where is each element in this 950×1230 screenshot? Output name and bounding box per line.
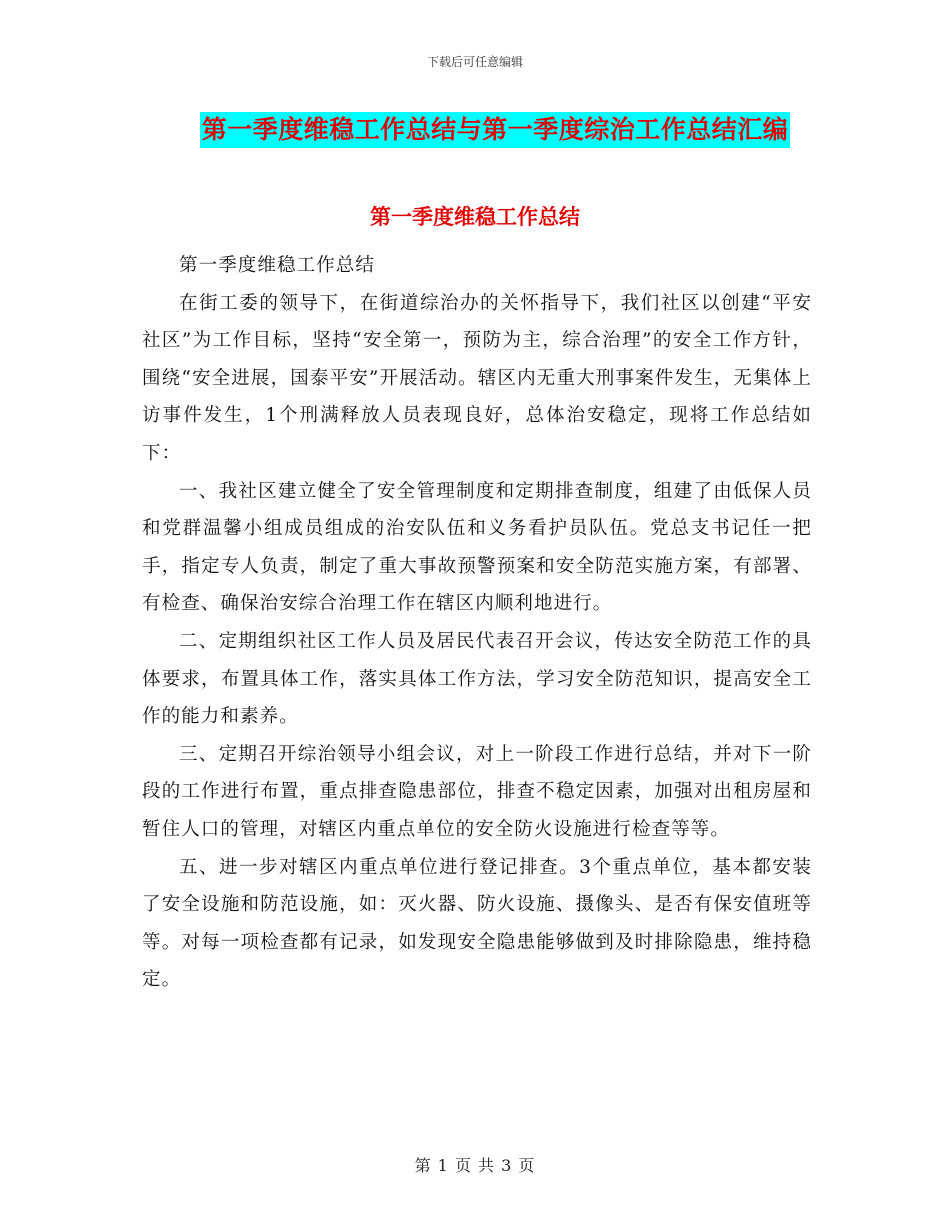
main-title-container	[0, 112, 950, 148]
page-header-note: 下载后可任意编辑	[426, 55, 523, 69]
paragraph: 第一季度维稳工作总结	[179, 255, 376, 276]
paragraph: 三、定期召开综治领导小组会议，对上一阶段工作进行总结，并对下一阶段的工作进行布置，重点排查隐患部位，排查不稳定因素，加强对出租房屋和暂住人口的管理，对辖区内重点单位的安全防火设施进行检查等等。	[142, 743, 812, 840]
section-title: 第一季度维稳工作总结	[370, 205, 580, 229]
paragraph: 在街工委的领导下，在街道综治办的关怀指导下，我们社区以创建“平安社区”为工作目标，坚持“安全第一，预防为主，综合治理”的安全工作方针，围绕“安全进展，国泰平安”开展活动。辖区内无重大刑事案件发生，无集体上访事件发生，1个刑满释放人员表现良好，总体治安稳定，现将工作总结如下：	[142, 292, 812, 464]
main-title: 第一季度维稳工作总结与第一季度综治工作总结汇编	[200, 112, 791, 148]
paragraph: 二、定期组织社区工作人员及居民代表召开会议，传达安全防范工作的具体要求，布置具体工作，落实具体工作方法，学习安全防范知识，提高安全工作的能力和素养。	[142, 630, 812, 728]
page-number: 第 1 页 共 3 页	[414, 1156, 536, 1175]
paragraph: 一、我社区建立健全了安全管理制度和定期排查制度，组建了由低保人员和党群温馨小组成员组成的治安队伍和义务看护员队伍。党总支书记任一把手，指定专人负责，制定了重大事故预警预案和安全防范实施方案，有部署、有检查、确保治安综合治理工作在辖区内顺利地进行。	[142, 480, 812, 615]
document-body	[142, 247, 812, 999]
paragraph: 五、进一步对辖区内重点单位进行登记排查。3个重点单位，基本都安装了安全设施和防范设施，如：灭火器、防火设施、摄像头、是否有保安值班等等。对每一项检查都有记录，如发现安全隐患能够做到及时排除隐患，维持稳定。	[142, 856, 812, 991]
